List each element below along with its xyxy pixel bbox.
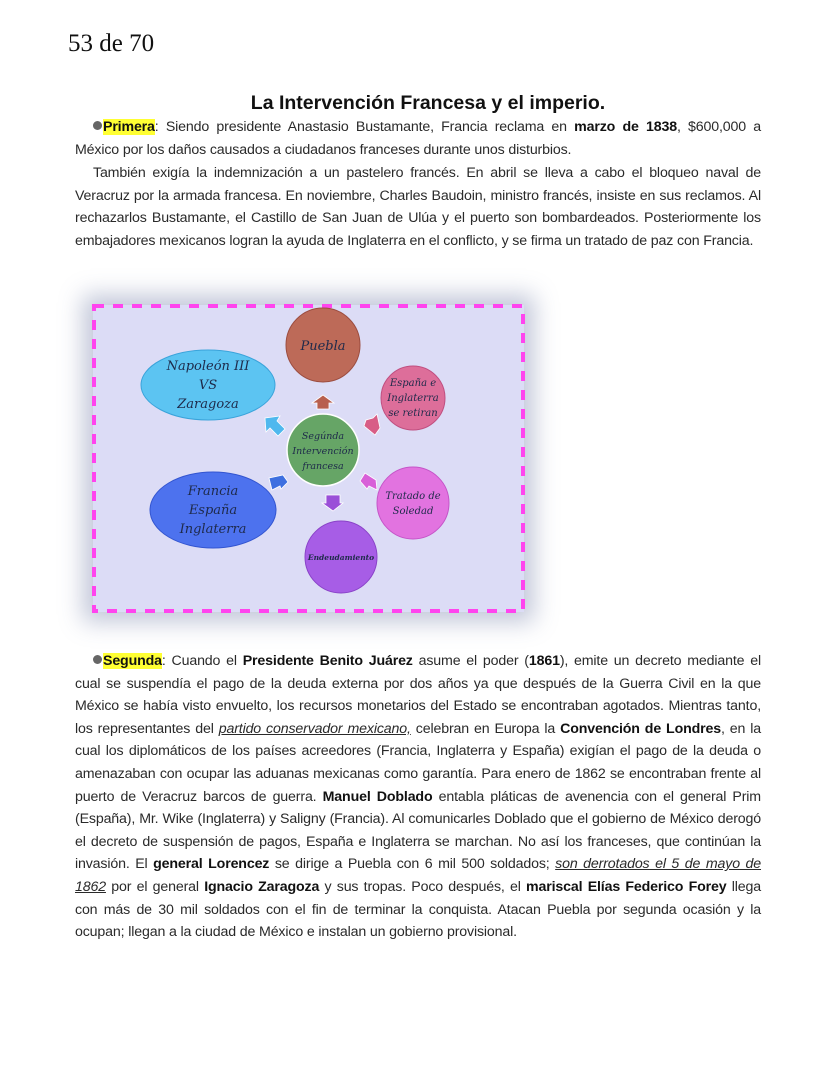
diagram-segunda-intervencion	[80, 290, 540, 630]
bullet-icon	[93, 655, 102, 664]
text-segment: También exigía la indemnización a un pastelero francés. En abril se lleva a cabo el bloqueo naval de Veracruz por la armada francesa. En noviembre, Charles Baudoin, ministro francés, insiste en sus reclamos. Al rechazarlos Bustamante, el Castillo de San Juan de Ulúa y el puerto son bombardeados. Posteriormente los embajadores mexicanos logran la ayuda de Inglaterra en el conflicto, y se firma un tratado de paz con Francia.	[75, 165, 761, 249]
paragraph-primera-detalle	[75, 162, 761, 252]
arrow-downright-icon	[360, 473, 377, 490]
underlined-text: partido conservador mexicano,	[218, 720, 411, 737]
bold-text: mariscal Elías Federico Forey	[526, 878, 727, 895]
paragraph-primera	[75, 116, 761, 161]
text-segment: llega con más de 30 mil soldados con el fin de terminar la conquista. Atacan Puebla por segunda ocasión y la ocupan; llegan a la ciudad de México e instalan un gobierno provisional.	[75, 878, 761, 941]
text-segment: : Siendo presidente Anastasio Bustamante, Francia reclama en	[154, 119, 575, 135]
bullet-icon	[93, 121, 102, 130]
page-number: 53 de 70	[68, 30, 155, 57]
bold-text: Convención de Londres	[560, 720, 721, 737]
arrow-upright-icon	[364, 414, 380, 435]
bold-text: 1861	[528, 653, 560, 669]
arrow-up-icon	[312, 395, 334, 409]
bold-text: general Lorencez	[153, 856, 270, 873]
highlighted-heading: Segunda	[103, 653, 162, 669]
label-retiran-3: se retiran	[388, 408, 438, 419]
label-tratado-2: Soledad	[392, 506, 434, 517]
label-center-3: francesa	[302, 461, 344, 472]
label-endeudamiento: Endeudamiento	[307, 553, 375, 562]
bold-text: Ignacio Zaragoza	[204, 878, 320, 895]
text-segment: asume el poder (	[412, 653, 529, 669]
text-segment: se dirige a Puebla con 6 mil 500 soldados;	[269, 856, 556, 873]
arrow-down-icon	[322, 495, 343, 511]
label-francia-2: España	[188, 503, 238, 518]
section-title: La Intervención Francesa y el imperio.	[250, 92, 606, 114]
label-center-2: Intervención	[292, 446, 354, 457]
label-napoleon-1: Napoleón III	[166, 359, 250, 374]
text-segment: , en la cual los diplomáticos de los países acreedores (Francia, Inglaterra y España) exigían el pago de la deuda o amenazaban con ocupar las aduanas mexicanas como garantía. Para enero de 1862 se encontraban frente al puerto de Veracruz barcos de guerra.	[75, 720, 762, 805]
text-segment: por el general	[105, 878, 205, 895]
highlighted-heading: Primera	[103, 119, 155, 135]
label-puebla: Puebla	[300, 339, 346, 354]
underlined-text: son derrotados el 5 de mayo de 1862	[75, 856, 762, 895]
text-segment: entabla pláticas de avenencia con el general Prim (España), Mr. Wike (Inglaterra) y Saligny (Francia). Al comunicarles Doblado que el gobierno de México derogó el decreto de suspensión de pagos, España e Inglaterra se marchan. No así los franceses, que continúan la invasión. El	[75, 788, 761, 873]
arrow-upleft-icon	[265, 416, 285, 436]
label-tratado-1: Tratado de	[385, 491, 441, 502]
label-center-1: Segúnda	[301, 431, 345, 442]
bold-text: Manuel Doblado	[322, 788, 433, 805]
node-tratado	[377, 467, 449, 539]
label-napoleon-3: Zaragoza	[177, 397, 239, 412]
label-retiran-2: Inglaterra	[387, 393, 439, 404]
text-segment: : Cuando el	[161, 653, 243, 669]
text-segment: celebran en Europa la	[410, 720, 561, 737]
arrow-downleft-icon	[269, 475, 288, 490]
text-segment: , $600,000 a México por los daños causados a ciudadanos franceses durante unos disturbios.	[75, 119, 762, 158]
label-napoleon-2: VS	[198, 378, 218, 393]
text-segment: y sus tropas. Poco después, el	[319, 878, 527, 895]
bold-text: marzo de 1838	[574, 119, 677, 135]
bold-text: Presidente Benito Juárez	[242, 653, 413, 669]
paragraph-segunda	[75, 650, 761, 944]
label-francia-3: Inglaterra	[179, 522, 247, 537]
label-francia-1: Francia	[187, 484, 239, 499]
text-segment: ), emite un decreto mediante el cual se suspendía el pago de la deuda externa por dos años ya que después de la Guerra Civil en la que México se había visto envuelto, los recursos monetarios del Estado se encontraban agotados. Mientras tanto, los representantes del	[75, 653, 762, 737]
label-retiran-1: España e	[389, 378, 437, 389]
